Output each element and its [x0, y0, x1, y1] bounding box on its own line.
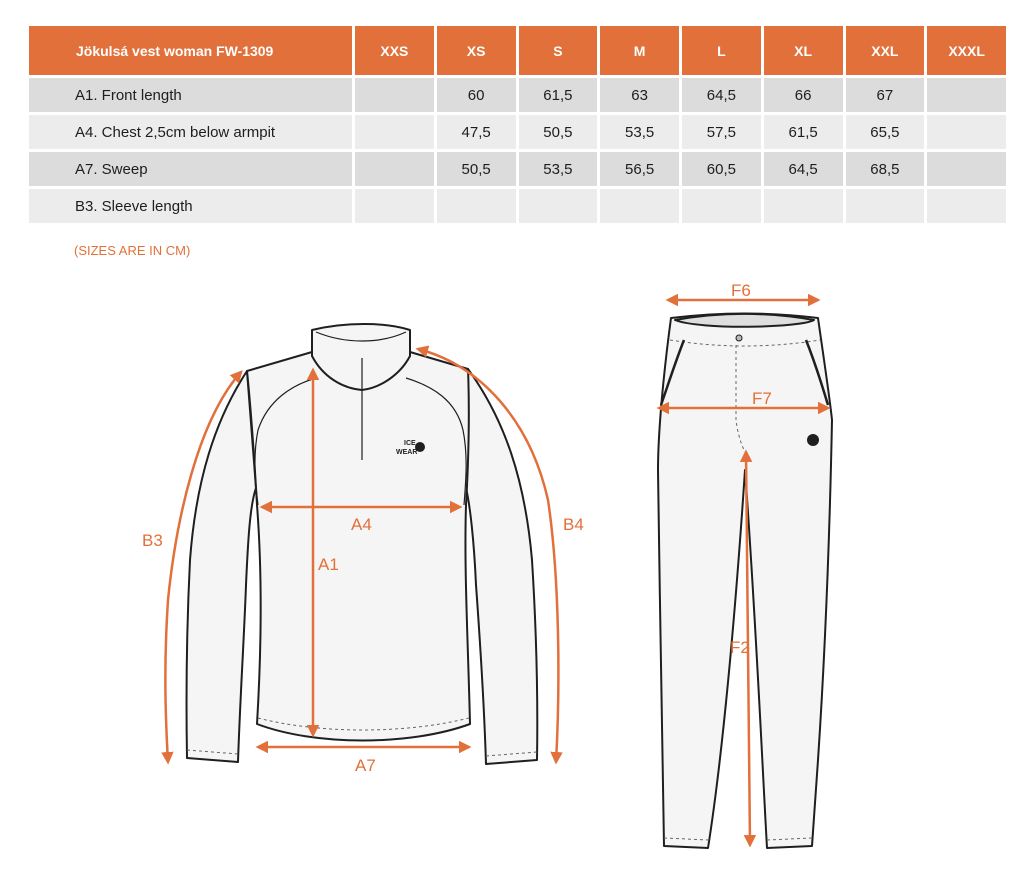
row-label-sweep: A7. Sweep: [29, 152, 352, 186]
dim-a4-label: A4: [351, 515, 372, 534]
size-col-m: M: [600, 26, 679, 75]
pants-snowflake-icon: [807, 434, 819, 446]
size-col-l: L: [682, 26, 761, 75]
table-cell: 67: [846, 78, 925, 112]
size-col-xxs: XXS: [355, 26, 434, 75]
table-cell: 56,5: [600, 152, 679, 186]
table-title: Jökulsá vest woman FW-1309: [29, 26, 352, 75]
table-cell: 64,5: [764, 152, 843, 186]
dim-b4-label: B4: [563, 515, 584, 534]
logo-line-1: ICE: [404, 440, 416, 447]
row-label-sleeve-length: B3. Sleeve length: [29, 189, 352, 223]
pants-outline: [658, 314, 832, 849]
units-note: (SIZES ARE IN CM): [74, 243, 191, 258]
size-col-s: S: [519, 26, 598, 75]
table-cell: 47,5: [437, 115, 516, 149]
table-cell: 53,5: [600, 115, 679, 149]
pants-button: [736, 335, 742, 341]
size-col-xl: XL: [764, 26, 843, 75]
jacket-left-sleeve: [186, 371, 256, 762]
logo-line-2: WEAR: [396, 449, 418, 456]
jacket-body: [247, 352, 470, 741]
size-col-xxxl: XXXL: [927, 26, 1006, 75]
table-cell: 68,5: [846, 152, 925, 186]
table-cell: 60: [437, 78, 516, 112]
dim-f2-label: F2: [730, 638, 750, 657]
table-cell: 50,5: [437, 152, 516, 186]
table-cell: 60,5: [682, 152, 761, 186]
row-label-chest: A4. Chest 2,5cm below armpit: [29, 115, 352, 149]
pants-waistband-inner: [675, 314, 814, 327]
table-cell: 50,5: [519, 115, 598, 149]
table-cell: 53,5: [519, 152, 598, 186]
table-cell: 66: [764, 78, 843, 112]
table-cell: 61,5: [764, 115, 843, 149]
dim-b3-label: B3: [142, 531, 163, 550]
dim-f6-label: F6: [731, 281, 751, 300]
pants-drawing: [658, 314, 832, 849]
jacket-right-sleeve: [466, 369, 537, 764]
table-cell: 57,5: [682, 115, 761, 149]
jacket-drawing: [186, 324, 537, 764]
row-label-front-length: A1. Front length: [29, 78, 352, 112]
table-cell: 61,5: [519, 78, 598, 112]
dim-f7-label: F7: [752, 389, 772, 408]
size-col-xxl: XXL: [846, 26, 925, 75]
table-cell: 65,5: [846, 115, 925, 149]
dim-a7-label: A7: [355, 756, 376, 775]
dim-a1-label: A1: [318, 555, 339, 574]
table-cell: 64,5: [682, 78, 761, 112]
table-cell: 63: [600, 78, 679, 112]
size-col-xs: XS: [437, 26, 516, 75]
